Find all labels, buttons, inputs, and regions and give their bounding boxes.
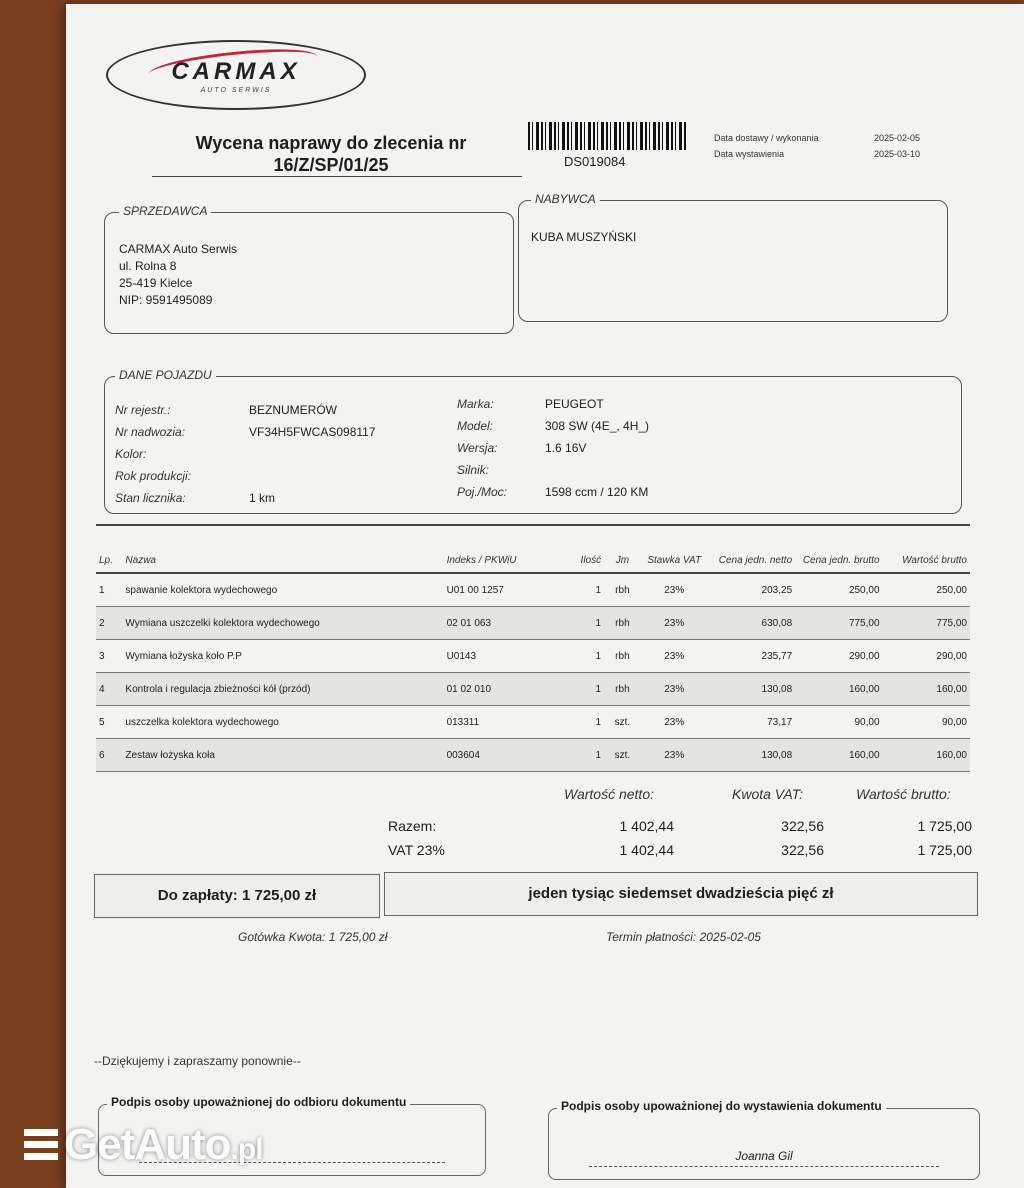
title-underline: [152, 176, 522, 177]
col-unit-gross: Cena jedn. brutto: [795, 525, 882, 573]
seller-address: [119, 241, 237, 309]
col-lp: Lp.: [96, 525, 122, 573]
vehicle-field: Wersja: 1.6 16V: [457, 441, 587, 455]
table-row: 4 Kontrola i regulacja zbieżności kół (przód) 01 02 010 1 rbh 23% 130,08 160,00 160,00: [96, 673, 970, 706]
issuer-signature-label: Podpis osoby upoważnionej do wystawienia dokumentu: [557, 1099, 886, 1113]
summary-netto-header: Wartość netto:: [564, 786, 655, 802]
vehicle-field: Rok produkcji:: [115, 469, 192, 483]
seller-box: [104, 204, 514, 334]
col-name: Nazwa: [122, 525, 443, 573]
seller-line: NIP: 9591495089: [119, 293, 213, 307]
seller-label: SPRZEDAWCA: [119, 204, 211, 218]
vehicle-field: Stan licznika: 1 km: [115, 491, 276, 505]
barcode-number: DS019084: [564, 154, 626, 169]
vehicle-box: [104, 368, 962, 514]
col-unit-net: Cena jedn. netto: [708, 525, 795, 573]
vehicle-field: Nr nadwozia: VF34H5FWCAS098117: [115, 425, 376, 439]
table-row: 6 Zestaw łożyska koła 003604 1 szt. 23% 130,08 160,00 160,00: [96, 739, 970, 772]
vehicle-field: Marka: PEUGEOT: [457, 397, 604, 411]
amount-due: Do zapłaty: 1 725,00 zł: [157, 887, 317, 904]
buyer-box: [518, 192, 948, 322]
items-table: [96, 524, 970, 772]
table-row: 5 uszczelka kolektora wydechowego 013311 1 szt. 23% 73,17 90,00 90,00: [96, 706, 970, 739]
vehicle-field: Poj./Moc: 1598 ccm / 120 KM: [457, 485, 649, 499]
summary-label: Razem:: [388, 818, 437, 834]
vehicle-label: DANE POJAZDU: [115, 368, 216, 382]
summary-brutto: 1 725,00: [917, 842, 972, 858]
vehicle-field: Kolor:: [115, 447, 147, 461]
col-unit: Jm: [604, 525, 641, 573]
getauto-watermark: [24, 1120, 263, 1170]
seller-line: ul. Rolna 8: [119, 259, 177, 273]
amount-due-box: [94, 874, 380, 918]
summary-vat: 322,56: [781, 842, 824, 858]
amount-words-box: [384, 872, 978, 916]
issuer-name: Joanna Gil: [735, 1149, 793, 1163]
watermark-suffix: .pl: [230, 1133, 263, 1166]
cash-amount: Gotówka Kwota: 1 725,00 zł: [238, 930, 388, 944]
carmax-logo: [106, 40, 366, 110]
col-qty: Ilość: [561, 525, 604, 573]
vehicle-field: Nr rejestr.: BEZNUMERÓW: [115, 403, 337, 417]
table-row: 2 Wymiana uszczelki kolektora wydechowego 02 01 063 1 rbh 23% 630,08 775,00 775,00: [96, 607, 970, 640]
summary-netto: 1 402,44: [619, 842, 674, 858]
menu-bars-icon: [24, 1129, 58, 1163]
issuer-signature-box: [548, 1099, 980, 1180]
buyer-name: KUBA MUSZYŃSKI: [531, 230, 637, 244]
table-row: 1 spawanie kolektora wydechowego U01 00 1257 1 rbh 23% 203,25 250,00 250,00: [96, 573, 970, 607]
summary-vat-header: Kwota VAT:: [732, 786, 804, 802]
document-page: [66, 4, 1024, 1188]
watermark-main: GetAuto: [64, 1120, 231, 1169]
vehicle-field: Silnik:: [457, 463, 490, 477]
issue-date-label: Data wystawienia: [714, 149, 785, 159]
seller-line: 25-419 Kielce: [119, 276, 193, 290]
summary-label: VAT 23%: [388, 842, 445, 858]
thanks-note: --Dziękujemy i zapraszamy ponownie--: [94, 1054, 301, 1068]
document-title: Wycena naprawy do zlecenia nr 16/Z/SP/01/25: [195, 133, 467, 175]
summary-vat: 322,56: [781, 818, 824, 834]
buyer-label: NABYWCA: [531, 192, 600, 206]
delivery-date-value: 2025-02-05: [874, 133, 921, 143]
delivery-date-label: Data dostawy / wykonania: [714, 133, 819, 143]
col-total-gross: Wartość brutto: [883, 525, 970, 573]
amount-in-words: jeden tysiąc siedemset dwadzieścia pięć zł: [528, 885, 834, 902]
barcode-icon: [528, 122, 688, 150]
document-dates: [714, 130, 920, 162]
col-index: Indeks / PKWiU: [444, 525, 562, 573]
issue-date-value: 2025-03-10: [874, 149, 921, 159]
table-row: 3 Wymiana łożyska koło P.P U0143 1 rbh 23% 235,77 290,00 290,00: [96, 640, 970, 673]
seller-line: CARMAX Auto Serwis: [119, 242, 238, 256]
summary-brutto: 1 725,00: [917, 818, 972, 834]
summary-brutto-header: Wartość brutto:: [856, 786, 951, 802]
signature-line: [589, 1166, 939, 1167]
payment-term: Termin płatności: 2025-02-05: [606, 930, 761, 944]
col-vat-rate: Stawka VAT: [641, 525, 708, 573]
logo-sub: AUTO SERWIS: [200, 87, 272, 94]
table-header-row: [96, 525, 970, 573]
summary-netto: 1 402,44: [619, 818, 674, 834]
logo-brand: CARMAX: [171, 58, 301, 85]
vehicle-field: Model: 308 SW (4E_, 4H_): [457, 419, 650, 433]
receiver-signature-label: Podpis osoby upoważnionej do odbioru dokumentu: [107, 1095, 410, 1109]
